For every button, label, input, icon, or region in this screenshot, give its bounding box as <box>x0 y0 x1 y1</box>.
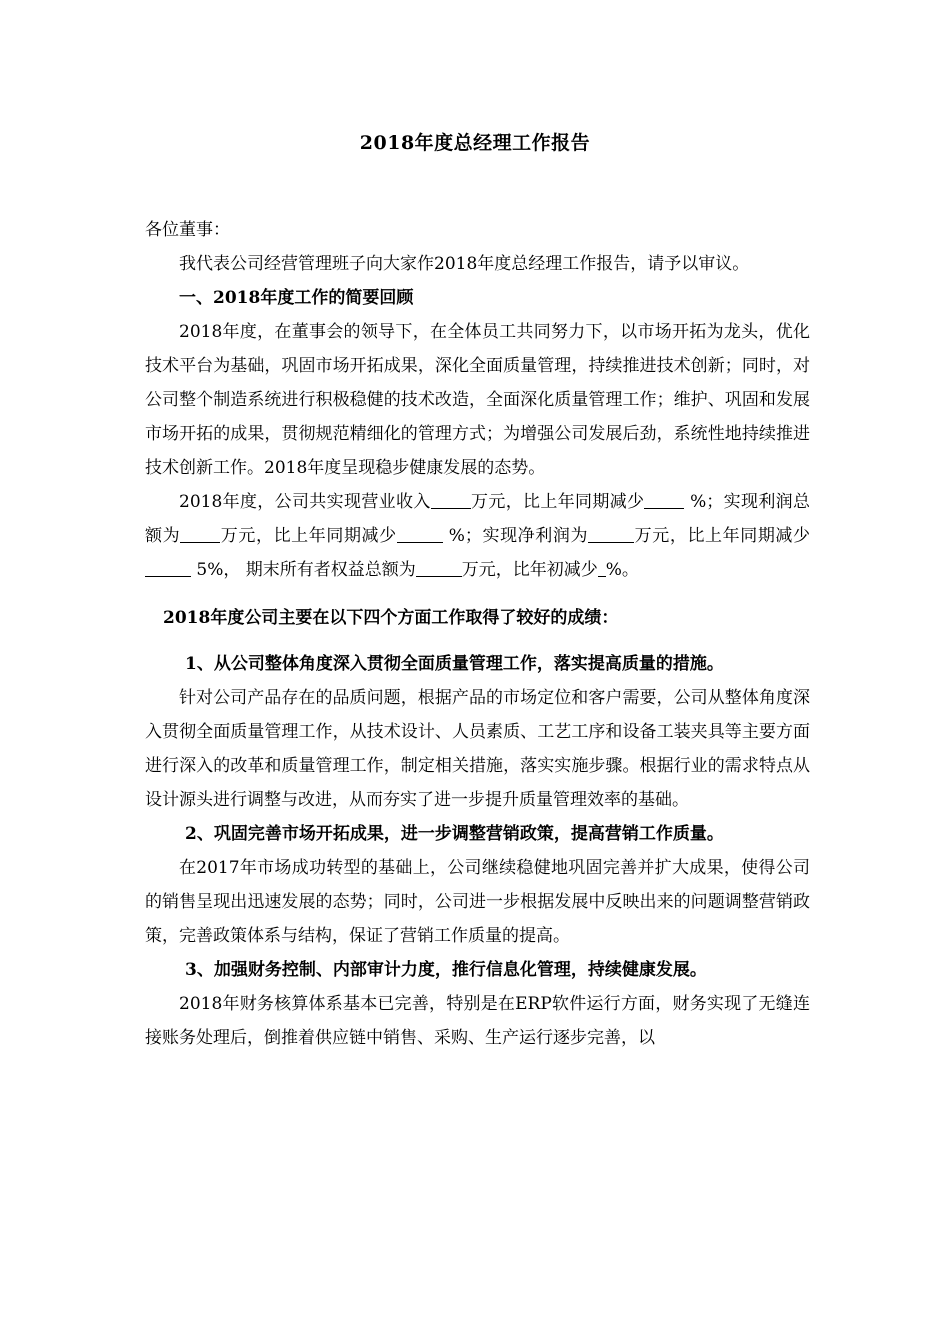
item-2-heading: 2、巩固完善市场开拓成果，进一步调整营销政策，提高营销工作质量。 <box>185 824 724 844</box>
financials-text-3: %；实现利润总额为 <box>145 492 810 546</box>
item-1-text: 针对公司产品存在的品质问题，根据产品的市场定位和客户需要，公司从整体角度深入贯彻全面质量管理工作，从技术设计、人员素质、工艺工序和设备工装夹具等主要方面进行深入的改革和质量管理工作，制定相关措施，落实实施步骤。根据行业的需求特点从设计源头进行调整与改进，从而夯实了进一步提升质量管理效率的基础。 <box>145 688 810 810</box>
blank-net-profit <box>588 522 634 543</box>
financials-text-4: 万元，比上年同期减少 <box>220 526 397 546</box>
blank-total-profit-change <box>397 522 443 543</box>
document-title: 2018年度总经理工作报告 <box>359 132 591 154</box>
document-body <box>145 213 810 1055</box>
blank-equity <box>416 556 462 577</box>
item-1-heading: 1、从公司整体角度深入贯彻全面质量管理工作，落实提高质量的措施。 <box>185 654 724 674</box>
financials-text-8: 万元，比年初减少 <box>461 560 598 580</box>
financials-text-1: 2018年度，公司共实现营业收入 <box>179 492 431 512</box>
item-2-text: 在2017年市场成功转型的基础上，公司继续稳健地巩固完善并扩大成果，使得公司的销售呈现出迅速发展的态势；同时，公司进一步根据发展中反映出来的问题调整营销政策，完善政策体系与结构，保证了营销工作质量的提高。 <box>145 858 810 946</box>
blank-equity-change <box>598 556 606 577</box>
item-3-heading: 3、加强财务控制、内部审计力度，推行信息化管理，持续健康发展。 <box>185 960 707 980</box>
blank-total-profit <box>180 522 220 543</box>
salutation: 各位董事： <box>145 220 230 240</box>
blank-revenue <box>431 488 471 509</box>
section-heading-review: 一、2018年度工作的简要回顾 <box>179 288 414 308</box>
review-paragraph: 2018年度，在董事会的领导下，在全体员工共同努力下，以市场开拓为龙头，优化技术平台为基础，巩固市场开拓成果，深化全面质量管理，持续推进技术创新；同时，对公司整个制造系统进行积极稳健的技术改造，全面深化质量管理工作；维护、巩固和发展市场开拓的成果，贯彻规范精细化的管理方式；为增强公司发展后劲，系统性地持续推进技术创新工作。2018年度呈现稳步健康发展的态势。 <box>145 322 810 478</box>
intro-paragraph: 我代表公司经营管理班子向大家作2018年度总经理工作报告，请予以审议。 <box>179 254 750 274</box>
financials-text-5: %；实现净利润为 <box>442 526 589 546</box>
achievements-heading: 2018年度公司主要在以下四个方面工作取得了较好的成绩： <box>163 608 619 628</box>
blank-net-profit-change <box>145 556 191 577</box>
financials-text-6: 万元，比上年同期减少 <box>634 526 811 546</box>
financials-text-7: 5%， 期末所有者权益总额为 <box>191 560 416 580</box>
blank-revenue-change <box>644 488 684 509</box>
financials-text-2: 万元，比上年同期减少 <box>470 492 645 512</box>
financials-text-9: %。 <box>605 560 639 580</box>
financials-paragraph <box>145 485 810 587</box>
item-3-text: 2018年财务核算体系基本已完善，特别是在ERP软件运行方面，财务实现了无缝连接账务处理后，倒推着供应链中销售、采购、生产运行逐步完善，以 <box>145 994 810 1048</box>
